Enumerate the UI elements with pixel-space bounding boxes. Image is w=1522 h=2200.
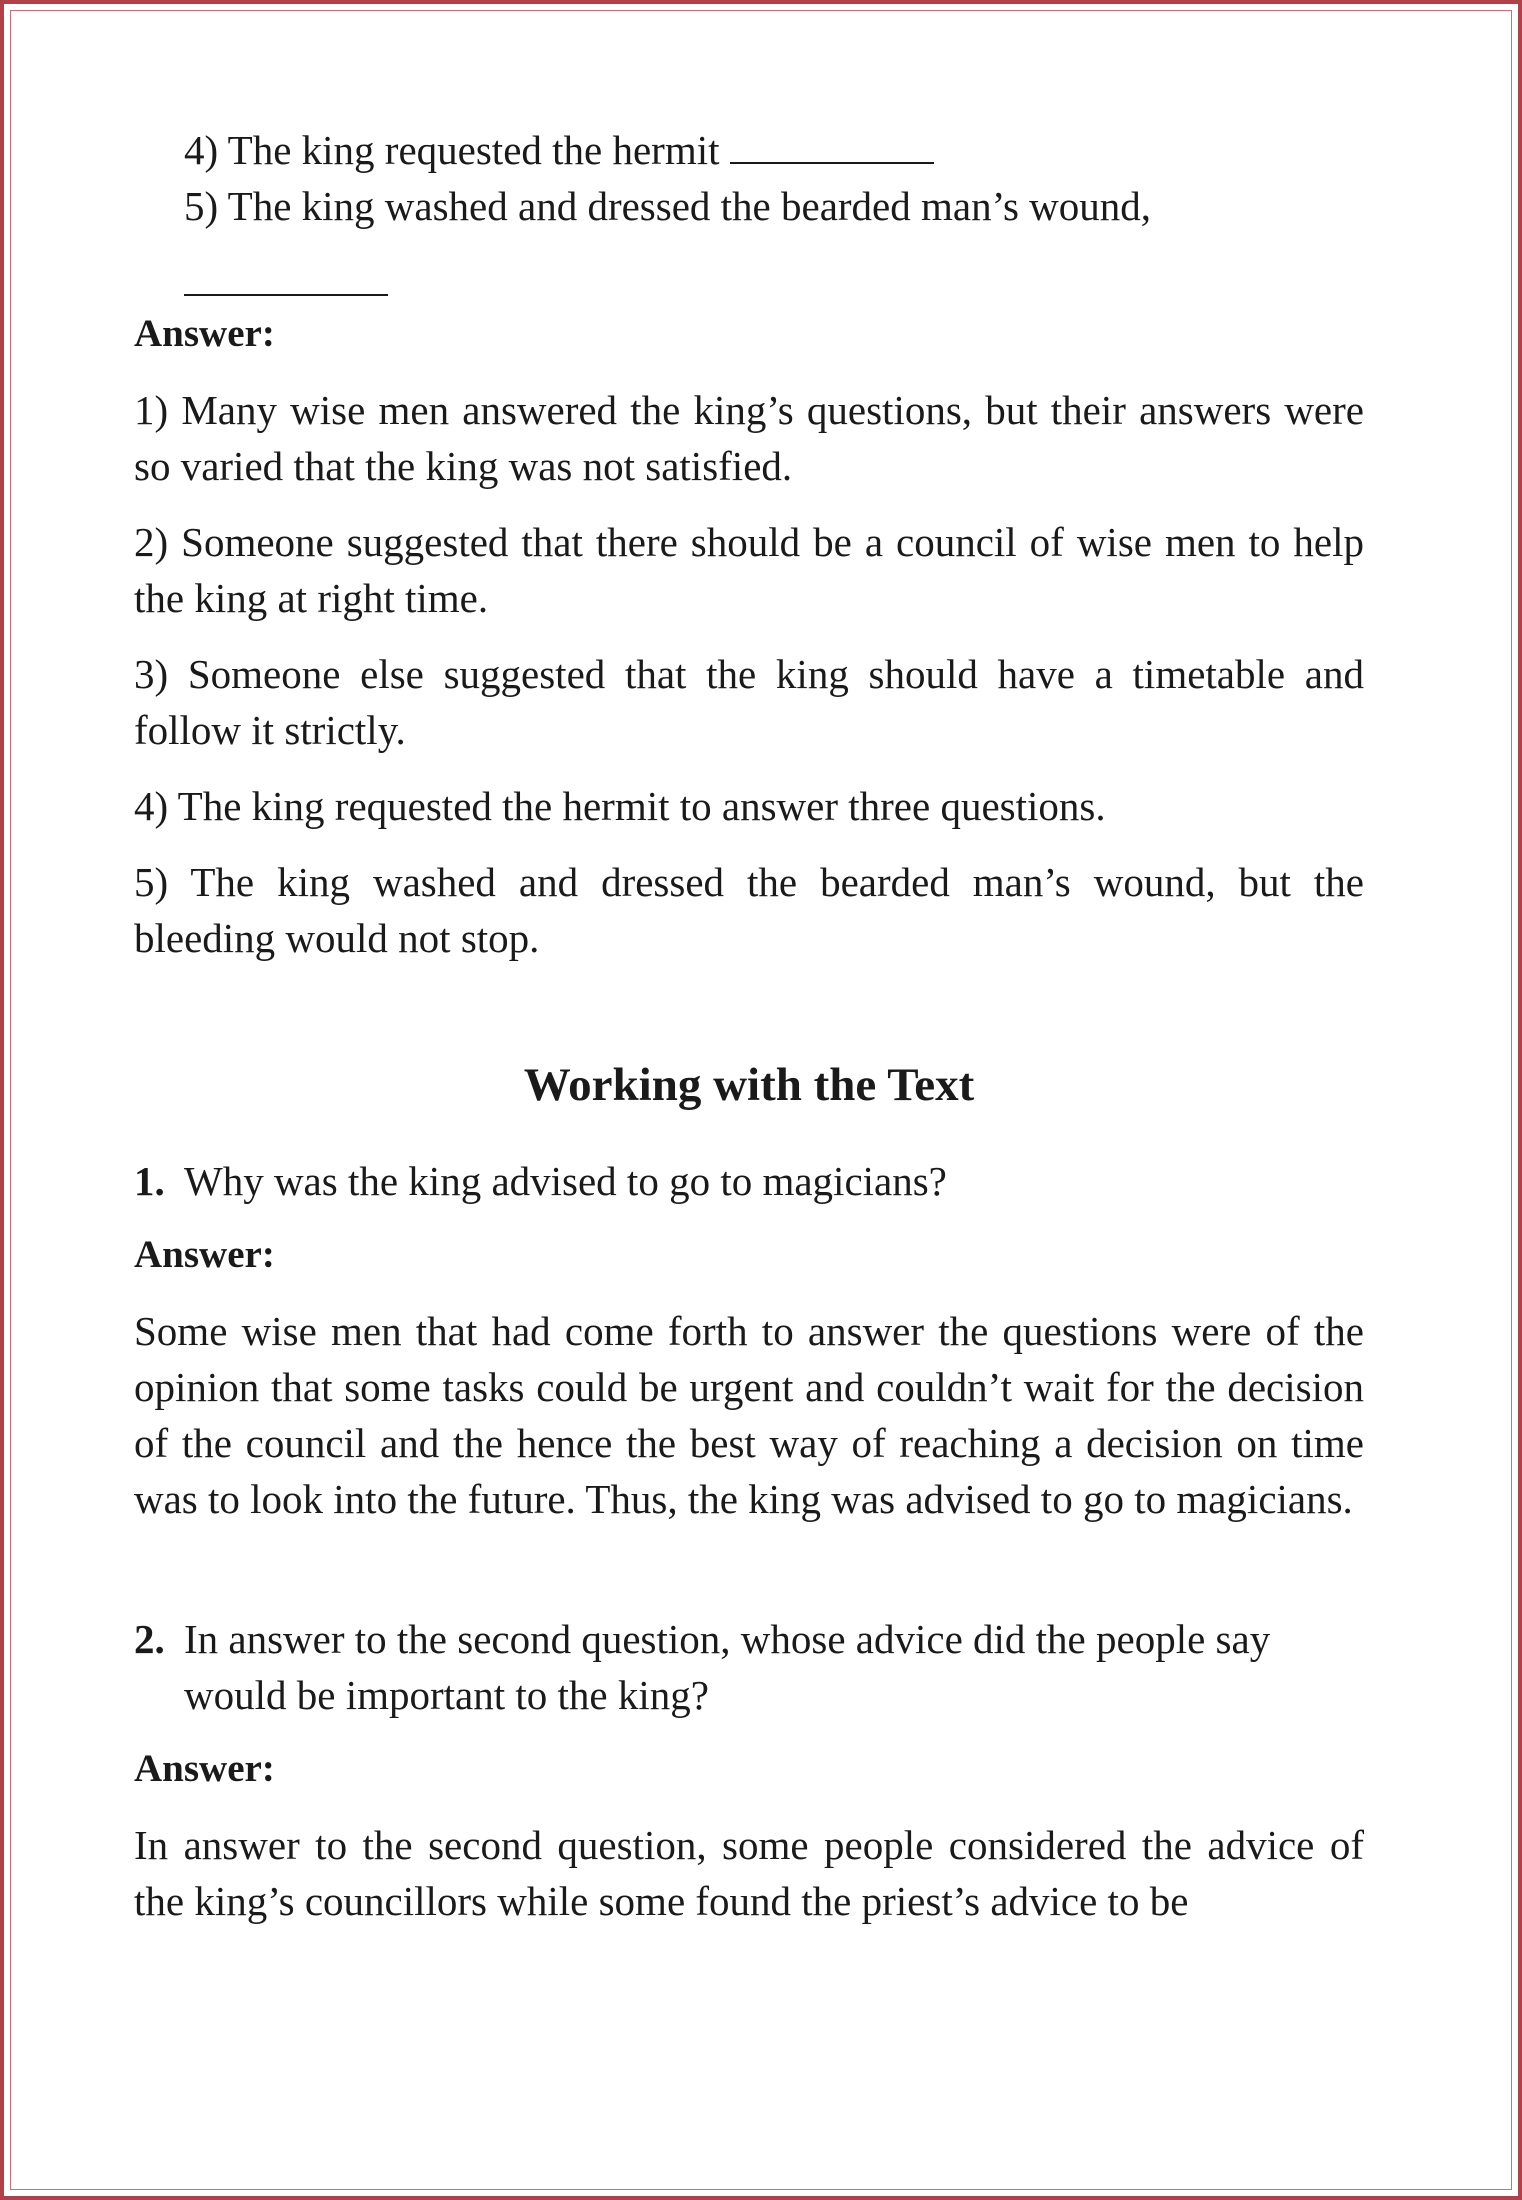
answer-item-2: 2) Someone suggested that there should be a council of wise men to help the king at right time. [134,519,1364,621]
blank-line [184,276,388,296]
fill-blank-item-5 [184,178,1364,234]
answer-label: Answer: [134,1233,275,1276]
answer-item-4: 4) The king requested the hermit to answer three questions. [134,783,1106,829]
answer-label: Answer: [134,312,275,355]
page-content [134,122,1364,1929]
question-text: In answer to the second question, whose advice did the people say would be important to the king? [184,1616,1271,1718]
fill-blank-item-4 [184,122,1364,178]
fill-blank-text: 4) The king requested the hermit [184,127,730,173]
blank-line [730,128,934,164]
answer-label: Answer: [134,1747,275,1790]
question-2 [134,1611,1364,1723]
answer-item-5: 5) The king washed and dressed the bearded man’s wound, but the bleeding would not stop. [134,859,1364,961]
question-1-answer: Some wise men that had come forth to answer the questions were of the opinion that some tasks could be urgent and couldn’t wait for the decision of the council and the hence the best way of reaching a decision on time was to look into the future. Thus, the king was advised to go to magicians. [134,1308,1364,1522]
question-1 [134,1153,1364,1209]
fill-blank-text: 5) The king washed and dressed the bearded man’s wound, [184,183,1152,229]
question-text: Why was the king advised to go to magicians? [184,1158,947,1204]
answer-item-1: 1) Many wise men answered the king’s questions, but their answers were so varied that the king was not satisfied. [134,387,1364,489]
section-heading: Working with the Text [523,1059,975,1111]
answer-item-3: 3) Someone else suggested that the king should have a timetable and follow it strictly. [134,651,1364,753]
fill-blank-item-5-blank [184,254,1364,288]
question-2-answer: In answer to the second question, some people considered the advice of the king’s councillors while some found the priest’s advice to be [134,1822,1364,1924]
question-number: 2. [134,1616,165,1662]
question-number: 1. [134,1158,165,1204]
